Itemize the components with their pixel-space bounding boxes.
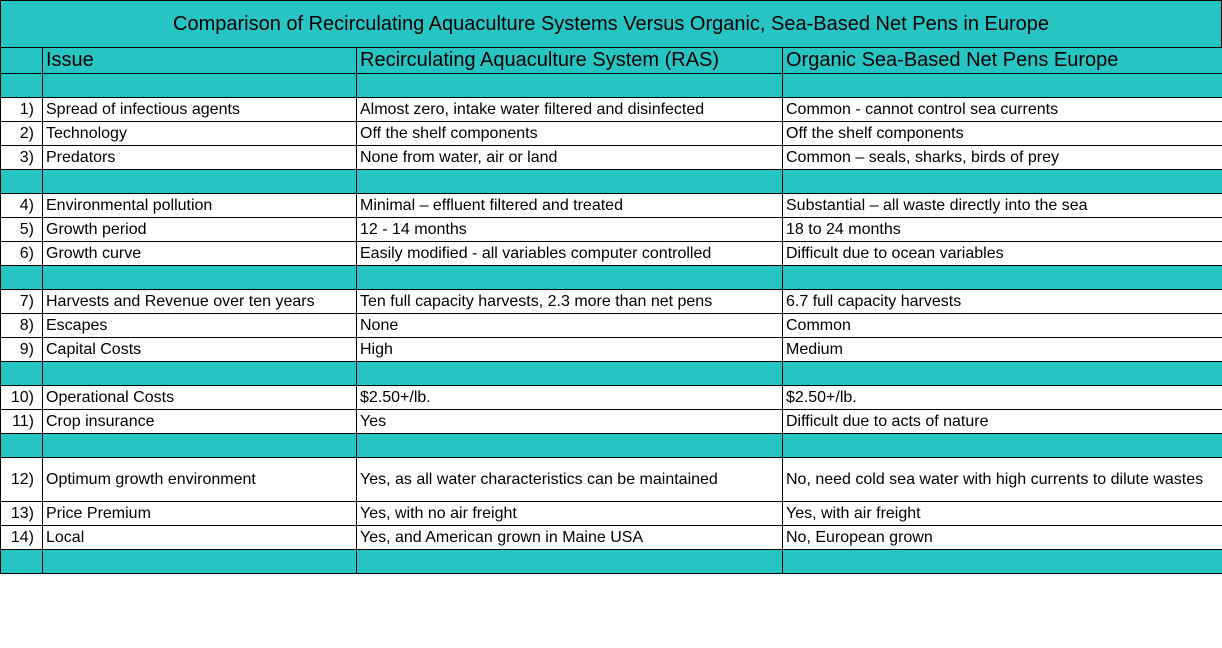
header-ras: Recirculating Aquaculture System (RAS) <box>357 48 783 74</box>
ras-cell: High <box>357 338 783 362</box>
table-row <box>1 122 1222 146</box>
table-row <box>1 502 1222 526</box>
netpens-cell: No, European grown <box>783 526 1222 550</box>
row-number: 12) <box>1 458 43 502</box>
ras-cell: Ten full capacity harvests, 2.3 more than net pens <box>357 290 783 314</box>
row-number: 1) <box>1 98 43 122</box>
header-num-cell <box>1 48 43 74</box>
table-row <box>1 146 1222 170</box>
netpens-cell: $2.50+/lb. <box>783 386 1222 410</box>
issue-cell: Capital Costs <box>43 338 357 362</box>
issue-cell: Environmental pollution <box>43 194 357 218</box>
netpens-cell: Difficult due to ocean variables <box>783 242 1222 266</box>
table-row <box>1 218 1222 242</box>
issue-cell: Spread of infectious agents <box>43 98 357 122</box>
table-row <box>1 290 1222 314</box>
netpens-cell: Yes, with air freight <box>783 502 1222 526</box>
separator-band <box>1 362 1222 386</box>
ras-cell: None <box>357 314 783 338</box>
separator-band <box>1 550 1222 574</box>
row-number: 4) <box>1 194 43 218</box>
table-row <box>1 526 1222 550</box>
separator-band <box>1 74 1222 98</box>
issue-cell: Operational Costs <box>43 386 357 410</box>
netpens-cell: Common <box>783 314 1222 338</box>
table-row <box>1 338 1222 362</box>
separator-band <box>1 434 1222 458</box>
row-number: 5) <box>1 218 43 242</box>
issue-cell: Escapes <box>43 314 357 338</box>
ras-cell: Easily modified - all variables computer controlled <box>357 242 783 266</box>
netpens-cell: Common – seals, sharks, birds of prey <box>783 146 1222 170</box>
comparison-table <box>0 47 1222 574</box>
ras-cell: Yes <box>357 410 783 434</box>
row-number: 3) <box>1 146 43 170</box>
row-number: 8) <box>1 314 43 338</box>
header-netpens: Organic Sea-Based Net Pens Europe <box>783 48 1222 74</box>
table-row <box>1 410 1222 434</box>
table-row <box>1 458 1222 502</box>
row-number: 13) <box>1 502 43 526</box>
separator-band <box>1 170 1222 194</box>
table-row <box>1 386 1222 410</box>
ras-cell: Off the shelf components <box>357 122 783 146</box>
row-number: 7) <box>1 290 43 314</box>
header-row <box>1 48 1222 74</box>
row-number: 14) <box>1 526 43 550</box>
netpens-cell: Difficult due to acts of nature <box>783 410 1222 434</box>
row-number: 2) <box>1 122 43 146</box>
issue-cell: Optimum growth environment <box>43 458 357 502</box>
netpens-cell: 18 to 24 months <box>783 218 1222 242</box>
netpens-cell: Medium <box>783 338 1222 362</box>
ras-cell: Yes, and American grown in Maine USA <box>357 526 783 550</box>
issue-cell: Technology <box>43 122 357 146</box>
netpens-cell: Off the shelf components <box>783 122 1222 146</box>
ras-cell: Minimal – effluent filtered and treated <box>357 194 783 218</box>
row-number: 9) <box>1 338 43 362</box>
netpens-cell: No, need cold sea water with high currents to dilute wastes <box>783 458 1222 502</box>
table-row <box>1 314 1222 338</box>
ras-cell: Almost zero, intake water filtered and disinfected <box>357 98 783 122</box>
ras-cell: Yes, as all water characteristics can be maintained <box>357 458 783 502</box>
ras-cell: 12 - 14 months <box>357 218 783 242</box>
issue-cell: Price Premium <box>43 502 357 526</box>
row-number: 10) <box>1 386 43 410</box>
netpens-cell: Common - cannot control sea currents <box>783 98 1222 122</box>
issue-cell: Harvests and Revenue over ten years <box>43 290 357 314</box>
ras-cell: Yes, with no air freight <box>357 502 783 526</box>
ras-cell: None from water, air or land <box>357 146 783 170</box>
issue-cell: Growth curve <box>43 242 357 266</box>
row-number: 11) <box>1 410 43 434</box>
issue-cell: Local <box>43 526 357 550</box>
netpens-cell: Substantial – all waste directly into the sea <box>783 194 1222 218</box>
issue-cell: Predators <box>43 146 357 170</box>
issue-cell: Growth period <box>43 218 357 242</box>
table-row <box>1 194 1222 218</box>
ras-cell: $2.50+/lb. <box>357 386 783 410</box>
netpens-cell: 6.7 full capacity harvests <box>783 290 1222 314</box>
table-row <box>1 98 1222 122</box>
table-row <box>1 242 1222 266</box>
row-number: 6) <box>1 242 43 266</box>
table-title: Comparison of Recirculating Aquaculture Systems Versus Organic, Sea-Based Net Pens in Europe <box>0 0 1222 47</box>
header-issue: Issue <box>43 48 357 74</box>
issue-cell: Crop insurance <box>43 410 357 434</box>
separator-band <box>1 266 1222 290</box>
